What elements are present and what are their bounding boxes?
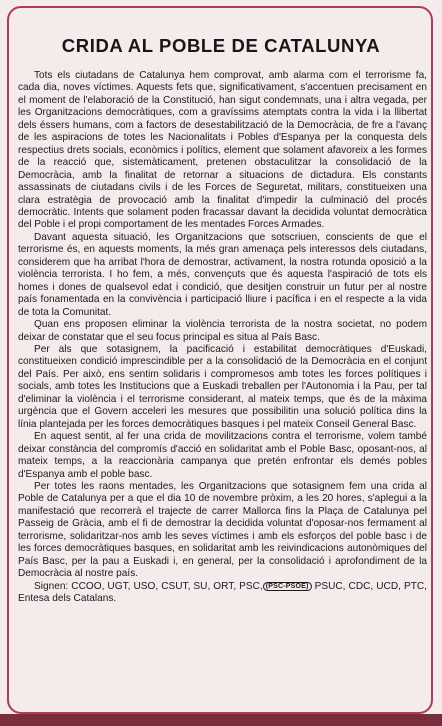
psc-psoe-tag: (PSC-PSOE) bbox=[263, 582, 312, 591]
bottom-edge-band bbox=[0, 714, 442, 726]
paragraph-4: Per als que sotasignem, la pacificació i estabilitat democràtiques d'Euskadi, constitueixen condició imprescindible per a la consolidació de la Democràcia en el conjunt del País. Per això, ens sentim solidaris i compromesos amb totes les forces polítiques i socials, amb totes les Institucions que a Euskadi treballen per l'Autonomia i la Pau, per tal d'eliminar la violència i el terrorisme considerant, al mateix temps, que és de la màxima urgència que el Govern acceleri les mesures que possibilitin una solució política dins la línia plantejada per les forces democràtiques basques i pel mateix Conseil General Basc. bbox=[18, 343, 427, 430]
signatories-line bbox=[18, 581, 427, 606]
signatories-list: Signen: CCOO, UGT, USO, CSUT, SU, ORT, PSC, bbox=[34, 580, 263, 592]
paragraph-1: Tots els ciutadans de Catalunya hem comprovat, amb alarma com el terrorisme fa, cada dia, noves víctimes. Aquests fets que, significativament, s'accentuen precisament en el moment de l'elaboració de la Constitució, han sigut condemnats, una i altra vegada, per les Organitzacions democràtiques, com a gravíssims atemptats contra la vida i la llibertat dels éssers humans, com a factors de desestabilització de la Democràcia, de fre a l'avanç de les aspiracions de totes les Nacionalitats i Pobles d'Espanya per la conquesta dels respectius drets socials, econòmics i polítics, element que solament afavoreix a les formes de la reacció que, sistemàticament, pretenen obstaculitzar la consolidació de la Democràcia, amb la finalitat de retornar a situacions de dictadura. Els constants assassinats de ciutadans civils i de les Forces de Seguretat, militars, constitueixen una clara estratègia de provocació amb la finalitat d'impedir la culminació del procés democràtic. Intents que solament poden fracassar davant la decidida voluntat democràtica del Poble i el propi comportament de les mentades Forces Armades. bbox=[18, 70, 427, 231]
paragraph-2: Davant aquesta situació, les Organitzacions que sotscriuen, conscients de que el terrorisme és, en aquests moments, la més gran amenaça pels interessos dels ciutadans, considerem que ha arribat l'hora de demostrar, activament, la nostra rotunda oposició a la violència terrorista. I ho fem, a més, convençuts que és aquesta l'aspiració de tots els homes i dones de qualsevol edat i condició, que desitjen construir un futur per al nostre país fonamentada en la convivència i participació lliure i pacífica i en el respecte a la vida de tota la Comunitat. bbox=[18, 231, 427, 318]
document-title: CRIDA AL POBLE DE CATALUNYA bbox=[61, 35, 381, 56]
signatories-list-continued: PSUC, CDC, UCD, PTC, Entesa dels Catalans. bbox=[18, 580, 427, 605]
paragraph-3: Quan ens proposen eliminar la violència terrorista de la nostra societat, no podem deixar de constatar que el seu focus principal es situa al País Basc. bbox=[18, 319, 427, 343]
paragraph-5: En aquest sentit, al fer una crida de movilitzacions contra el terrorisme, volem també deixar constància del compromís d'acció en solidaritat amb el Poble Basc, oposant-nos, al mateix temps, a la reaccionària campanya que pretén enfrontar els demés pobles d'Espanya amb el poble basc. bbox=[18, 431, 427, 480]
document-body bbox=[18, 70, 427, 605]
paragraph-6: Per totes les raons mentades, les Organitzacions que sotasignem fem una crida al Poble de Catalunya per a que el dia 10 de novembre pròxim, a les 20 hores, s'aplegui a la manifestació que recorrerà el trajecte de carrer Mallorca fins la Plaça de Catalunya pel Passeig de Gràcia, amb el fi de demostrar la decidida voluntat d'oposar-nos fermament al terrorisme, solidaritzar-nos amb les seves víctimes i amb els esforços del poble basc i de les forces democràtiques basques, en solidaritat amb les reivindicacions autonòmiques del País Basc, per la pau a Euskadi i, en general, per la consolidació i aprofondiment de la Democràcia al nostre país. bbox=[18, 480, 427, 580]
